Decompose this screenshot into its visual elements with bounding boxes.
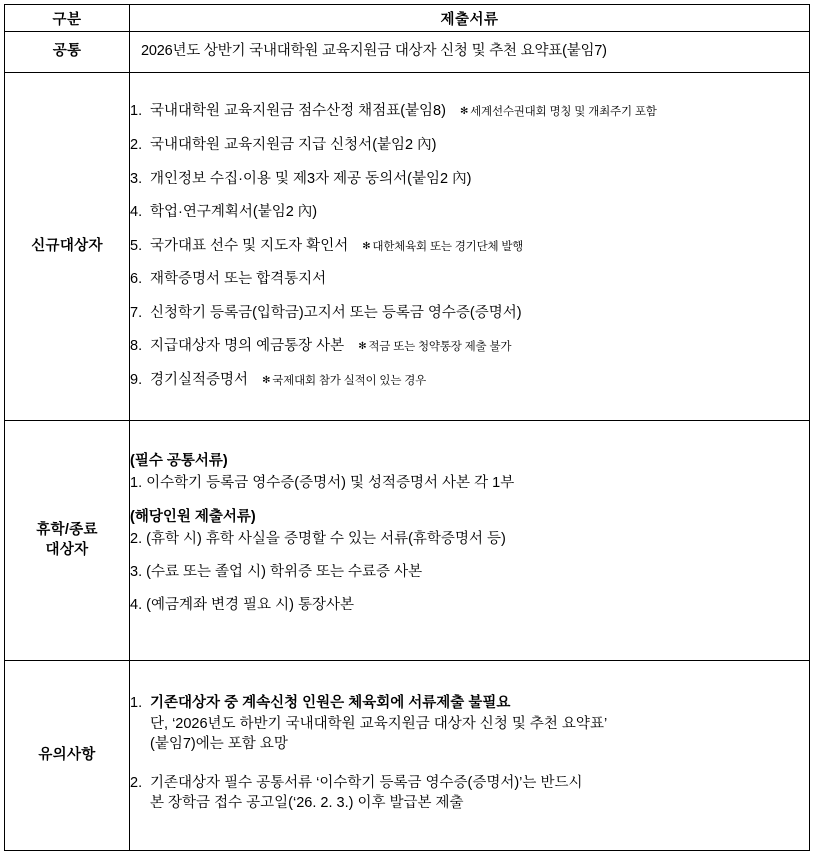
item-text: 신청학기 등록금(입학금)고지서 또는 등록금 영수증(증명서) bbox=[150, 304, 522, 321]
table-row-leave-completion bbox=[5, 421, 810, 661]
list-item bbox=[130, 337, 809, 357]
item-note bbox=[362, 241, 523, 253]
table-row-notice bbox=[5, 661, 810, 851]
notice-number: 1. bbox=[130, 695, 143, 712]
item-note-text: 국제대회 참가 실적이 있는 경우 bbox=[272, 374, 427, 387]
conditional-docs-title: (해당인원 제출서류) bbox=[130, 509, 256, 526]
list-item bbox=[130, 304, 809, 324]
asterisk-icon: ✻ bbox=[459, 106, 469, 118]
list-item bbox=[130, 136, 809, 156]
table-row-new-applicant bbox=[5, 73, 810, 421]
spacer bbox=[130, 759, 809, 773]
item-text: 학업·연구계획서(붙임2 內) bbox=[150, 204, 318, 221]
row-label-leave-completion bbox=[5, 421, 130, 661]
notice-sub-line: (붙임7)에는 포함 요망 bbox=[150, 736, 288, 753]
item-note bbox=[460, 106, 657, 118]
list-item bbox=[130, 270, 809, 290]
row-content-new-applicant bbox=[130, 73, 810, 421]
list-item bbox=[130, 203, 809, 223]
item-text: 국가대표 선수 및 지도자 확인서 bbox=[150, 237, 349, 254]
item-number: 7. bbox=[130, 304, 143, 321]
notice-sub-line: 단, ‘2026년도 하반기 국내대학원 교육지원금 대상자 신청 및 추천 요약표’ bbox=[150, 715, 608, 732]
notice-item bbox=[130, 773, 809, 814]
notice-sub-line: 본 장학금 접수 공고일(‘26. 2. 3.) 이후 발급본 제출 bbox=[150, 795, 464, 812]
item-number: 9. bbox=[130, 371, 143, 388]
item-text: 개인정보 수집·이용 및 제3자 제공 동의서(붙임2 內) bbox=[150, 170, 472, 187]
list-item bbox=[130, 102, 809, 122]
asterisk-icon: ✻ bbox=[362, 240, 371, 252]
conditional-docs-item: 4. (예금계좌 변경 필요 시) 통장사본 bbox=[130, 597, 354, 614]
item-number: 8. bbox=[130, 338, 143, 355]
notice-number: 2. bbox=[130, 774, 143, 791]
item-note-text: 대한체육회 또는 경기단체 발행 bbox=[372, 240, 524, 253]
item-note bbox=[358, 341, 511, 353]
table-header-row bbox=[5, 5, 810, 32]
asterisk-icon: ✻ bbox=[262, 374, 271, 386]
row-content-leave-completion bbox=[130, 421, 810, 661]
header-category: 구분 bbox=[5, 5, 130, 32]
row-content-notice bbox=[130, 661, 810, 851]
list-item bbox=[130, 170, 809, 190]
item-number: 5. bbox=[130, 237, 143, 254]
list-item bbox=[130, 371, 809, 391]
header-documents: 제출서류 bbox=[130, 5, 810, 32]
table-row-common bbox=[5, 32, 810, 73]
row-label-line2: 대상자 bbox=[45, 541, 89, 558]
row-label-new-applicant: 신규대상자 bbox=[5, 73, 130, 421]
required-common-docs-item: 1. 이수학기 등록금 영수증(증명서) 및 성적증명서 사본 각 1부 bbox=[130, 474, 515, 491]
submission-documents-table bbox=[4, 4, 810, 851]
notice-item bbox=[130, 693, 809, 755]
required-common-docs-title: (필수 공통서류) bbox=[130, 453, 228, 470]
item-number: 1. bbox=[130, 103, 143, 120]
item-text: 국내대학원 교육지원금 지급 신청서(붙임2 內) bbox=[150, 137, 437, 154]
notice-text: 기존대상자 필수 공통서류 ‘이수학기 등록금 영수증(증명서)’는 반드시 bbox=[150, 774, 583, 791]
notice-bold-text: 기존대상자 중 계속신청 인원은 체육회에 서류제출 불필요 bbox=[150, 695, 511, 712]
row-label-common: 공통 bbox=[5, 32, 130, 73]
item-text: 지급대상자 명의 예금통장 사본 bbox=[150, 338, 345, 355]
row-label-line1: 휴학/종료 bbox=[36, 521, 98, 538]
item-text: 재학증명서 또는 합격통지서 bbox=[150, 271, 327, 288]
item-text: 국내대학원 교육지원금 점수산정 채점표(붙임8) bbox=[150, 103, 446, 120]
list-item bbox=[130, 237, 809, 257]
item-note bbox=[262, 375, 426, 387]
item-text: 경기실적증명서 bbox=[150, 371, 249, 388]
item-number: 2. bbox=[130, 137, 143, 154]
document-body bbox=[4, 4, 809, 851]
conditional-docs-item: 3. (수료 또는 졸업 시) 학위증 또는 수료증 사본 bbox=[130, 563, 423, 580]
item-number: 3. bbox=[130, 170, 143, 187]
item-number: 6. bbox=[130, 271, 143, 288]
conditional-docs-item: 2. (휴학 시) 휴학 사실을 증명할 수 있는 서류(휴학증명서 등) bbox=[130, 531, 506, 548]
row-content-common: 2026년도 상반기 국내대학원 교육지원금 대상자 신청 및 추천 요약표(붙임7) bbox=[130, 32, 810, 73]
row-label-notice: 유의사항 bbox=[5, 661, 130, 851]
item-number: 4. bbox=[130, 204, 143, 221]
item-note-text: 세계선수권대회 명칭 및 개최주기 포함 bbox=[470, 106, 657, 119]
asterisk-icon: ✻ bbox=[358, 341, 367, 353]
document-list-new bbox=[130, 102, 809, 390]
item-note-text: 적금 또는 청약통장 제출 불가 bbox=[368, 341, 512, 354]
